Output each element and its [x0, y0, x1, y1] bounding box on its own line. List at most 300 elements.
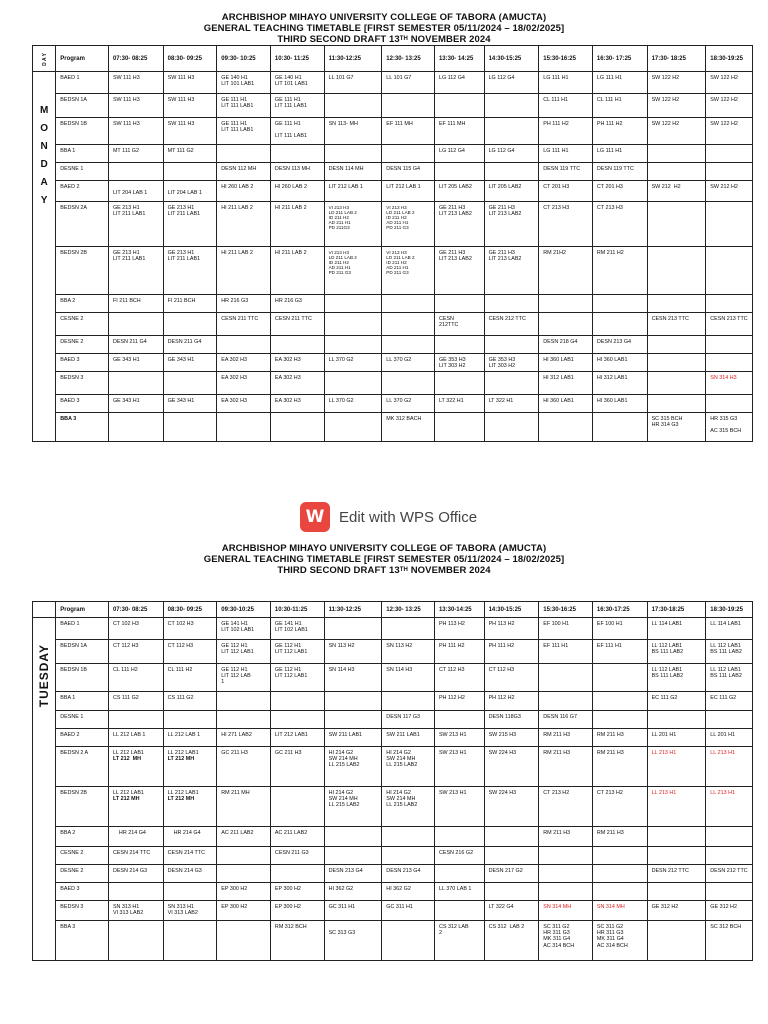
course-cell: SW 212 H2 [706, 181, 753, 202]
course-cell [163, 313, 217, 336]
time-slot-header: 09:30- 10:25 [217, 46, 271, 72]
course-cell: GE 111 H1 LIT 111 LAB1 [270, 118, 324, 145]
course-cell: LIT 212 LAB1 [270, 729, 324, 747]
course-cell: PH 113 H2 [484, 618, 539, 640]
course-cell [539, 847, 593, 865]
timetable-row [33, 163, 753, 181]
course-cell: CESN 212 TTC [484, 313, 539, 336]
course-cell: LG 111 H1 [539, 145, 593, 163]
program-cell: BAED 3 [56, 354, 109, 372]
course-cell: HI 214 G2 SW 214 MH LL 215 LAB2 [324, 787, 382, 827]
time-slot-header: 15:30-16:25 [539, 46, 593, 72]
course-cell [434, 865, 484, 883]
course-cell: LL 213 H1 [647, 787, 706, 827]
course-cell [592, 847, 647, 865]
course-cell [270, 336, 324, 354]
course-cell: HI 360 LAB1 [592, 395, 647, 413]
course-cell: EA 302 H3 [270, 372, 324, 395]
course-cell: LIT 205 LAB2 [434, 181, 484, 202]
timetable-row [33, 295, 753, 313]
course-cell: EC 111 G2 [647, 692, 706, 711]
course-cell: MT 111 G2 [163, 145, 217, 163]
day-column-header: D A Y [33, 46, 56, 72]
course-cell: GE 112 H1 LIT 112 LAB 1 [217, 664, 271, 692]
course-cell: GE 140 H1 LIT 101 LAB1 [217, 72, 271, 94]
tuesday-timetable [32, 601, 753, 961]
course-cell: EA 302 H3 [217, 354, 271, 372]
course-cell [217, 145, 271, 163]
time-slot-header: 09:30-10:25 [217, 602, 271, 618]
course-cell: SN 314 MH [592, 901, 647, 921]
course-cell: SW 111 H3 [108, 118, 163, 145]
course-cell: LG 112 G4 [484, 72, 539, 94]
course-cell: GE 141 H1 LIT 102 LAB1 [270, 618, 324, 640]
time-slot-header: 07:30- 08:25 [108, 602, 163, 618]
course-cell [706, 336, 753, 354]
course-cell: LL 112 LAB1 BS 111 LAB2 [647, 640, 706, 664]
course-cell: SC 315 BCH HR 314 G3 [647, 413, 706, 442]
course-cell: PH 111 H2 [539, 118, 593, 145]
time-slot-header: 10:30-11:25 [270, 602, 324, 618]
course-cell: CL 111 H1 [592, 94, 647, 118]
course-cell: DESN 213 G4 [324, 865, 382, 883]
draft-date: THIRD SECOND DRAFT 13TH NOVEMBER 2024 [277, 565, 491, 576]
course-cell: HR 216 G3 [217, 295, 271, 313]
program-cell: BAED 1 [56, 72, 109, 94]
course-cell: EA 302 H3 [217, 395, 271, 413]
course-cell: FI 211 BCH [163, 295, 217, 313]
course-cell: SW 215 H3 [484, 729, 539, 747]
course-cell: DESN 211 G4 [108, 336, 163, 354]
course-cell: SW 224 H3 [484, 747, 539, 787]
course-cell: GE 111 H1 LIT 111 LAB1 [217, 94, 271, 118]
course-cell [382, 692, 435, 711]
course-cell [434, 336, 484, 354]
course-cell: HI 211 LAB 2 [270, 202, 324, 247]
course-cell: PH 111 H2 [484, 640, 539, 664]
timetable-row [33, 372, 753, 395]
course-cell [484, 372, 539, 395]
course-cell: CT 213 H3 [592, 202, 647, 247]
course-cell: CT 213 H3 [539, 202, 593, 247]
course-cell [434, 827, 484, 847]
course-cell: LL 112 LAB1 BS 111 LAB2 [706, 664, 753, 692]
course-cell [539, 295, 593, 313]
course-cell: SW 213 H1 [434, 747, 484, 787]
course-cell [163, 372, 217, 395]
program-column-header: Program [56, 46, 109, 72]
course-cell: GE 112 H1 LIT 112 LAB1 [270, 640, 324, 664]
course-cell: CS 111 G2 [163, 692, 217, 711]
course-cell: LL 370 LAB 1 [434, 883, 484, 901]
draft-date: THIRD SECOND DRAFT 13TH NOVEMBER 2024 [277, 34, 491, 45]
timetable-row [33, 787, 753, 827]
program-cell: DESNE 2 [56, 865, 109, 883]
course-cell [484, 295, 539, 313]
program-cell: CESNE 2 [56, 313, 109, 336]
program-cell: DESNE 2 [56, 336, 109, 354]
course-cell: HR 216 G3 [270, 295, 324, 313]
course-cell: SW 122 H2 [706, 94, 753, 118]
timetable-row [33, 921, 753, 961]
course-cell [217, 865, 271, 883]
course-cell: DESN 214 G3 [163, 865, 217, 883]
timetable-row [33, 618, 753, 640]
course-cell [647, 847, 706, 865]
course-cell: LIT 205 LAB2 [484, 181, 539, 202]
course-cell: LIT 212 LAB 1 [324, 181, 382, 202]
course-cell [647, 883, 706, 901]
course-cell: EP 300 H2 [217, 901, 271, 921]
course-cell: DESN 218 G4 [539, 336, 593, 354]
course-cell: LL 201 H1 [706, 729, 753, 747]
course-cell: SW 213 H1 [434, 729, 484, 747]
course-cell: SN 313 H1 VI 313 LAB2 [163, 901, 217, 921]
course-cell: HR 214 G4 [163, 827, 217, 847]
course-cell: LIT 212 LAB 1 [382, 181, 435, 202]
course-cell: SN 113 H2 [382, 640, 435, 664]
course-cell: DESN 119 TTC [592, 163, 647, 181]
course-cell: EA 302 H3 [270, 354, 324, 372]
course-cell: DESN 213 G4 [592, 336, 647, 354]
course-cell: DESN 211 G4 [163, 336, 217, 354]
course-cell [592, 865, 647, 883]
course-cell: LL 212 LAB1 LT 212 MH [108, 787, 163, 827]
course-cell: CESN 214 TTC [163, 847, 217, 865]
course-cell [592, 413, 647, 442]
course-cell: GE 312 H2 [706, 901, 753, 921]
course-cell [324, 413, 382, 442]
course-cell [163, 711, 217, 729]
course-cell: LG 112 G4 [484, 145, 539, 163]
program-cell: BEDSN 1B [56, 118, 109, 145]
program-column-header: Program [56, 602, 109, 618]
course-cell [592, 883, 647, 901]
course-cell [539, 413, 593, 442]
course-cell: VI 213 H3 LD 211 LAB 2 ID 211 H2 AD 211 H1 PD 211 G3 [324, 247, 382, 295]
course-cell [706, 354, 753, 372]
course-cell [108, 711, 163, 729]
course-cell [706, 295, 753, 313]
course-cell [592, 664, 647, 692]
course-cell: RM 211 H3 [592, 747, 647, 787]
course-cell: CS 312 LAB 2 [434, 921, 484, 961]
program-cell: BAED 3 [56, 395, 109, 413]
course-cell: LL 101 G7 [324, 72, 382, 94]
program-cell: BEDSN 2A [56, 202, 109, 247]
course-cell [706, 395, 753, 413]
time-slot-header: 07:30- 08:25 [108, 46, 163, 72]
course-cell [706, 145, 753, 163]
course-cell: MK 312 BACH [382, 413, 435, 442]
course-cell: HI 362 G2 [324, 883, 382, 901]
course-cell: CT 112 H3 [434, 664, 484, 692]
time-slot-header: 12:30- 13:25 [382, 602, 435, 618]
course-cell: LG 111 H1 [592, 145, 647, 163]
timetable-row [33, 729, 753, 747]
course-cell: HI 312 LAB1 [592, 372, 647, 395]
timetable-title: GENERAL TEACHING TIMETABLE [FIRST SEMESTER 05/11/2024 – 18/02/2025] [203, 554, 565, 565]
time-slot-header: 12:30- 13:25 [382, 46, 435, 72]
course-cell: GE 112 H1 LIT 112 LAB1 [217, 640, 271, 664]
course-cell: LL 370 G2 [382, 354, 435, 372]
wps-watermark[interactable] [300, 500, 477, 534]
day-label [33, 618, 56, 961]
day-column-header [33, 602, 56, 618]
course-cell [434, 901, 484, 921]
course-cell: LL 101 G7 [382, 72, 435, 94]
timetable-header-tuesday [0, 543, 768, 576]
course-cell [324, 372, 382, 395]
timetable-row [33, 747, 753, 787]
timetable-row [33, 72, 753, 94]
timetable-title: GENERAL TEACHING TIMETABLE [FIRST SEMESTER 05/11/2024 – 18/02/2025] [203, 23, 565, 34]
course-cell: SW 212 H2 [647, 181, 706, 202]
time-slot-header: 17:30- 18:25 [647, 46, 706, 72]
course-cell [434, 711, 484, 729]
timetable-row [33, 181, 753, 202]
course-cell: SN 114 H3 [382, 664, 435, 692]
course-cell: GE 353 H3 LIT 303 H2 [484, 354, 539, 372]
course-cell: LL 370 G2 [382, 395, 435, 413]
course-cell: HR 315 G3 AC 315 BCH [706, 413, 753, 442]
course-cell [382, 94, 435, 118]
program-cell: BEDSN 2B [56, 247, 109, 295]
course-cell: GE 213 H1 LIT 211 LAB1 [163, 202, 217, 247]
course-cell: LG 112 G4 [434, 72, 484, 94]
course-cell: LL 112 LAB1 BS 111 LAB2 [647, 664, 706, 692]
program-cell: BEDSN 1B [56, 664, 109, 692]
timetable-row [33, 313, 753, 336]
course-cell [324, 295, 382, 313]
course-cell: RM 211 H3 [539, 827, 593, 847]
course-cell [647, 336, 706, 354]
course-cell: HI 214 G2 SW 214 MH LL 215 LAB2 [382, 747, 435, 787]
course-cell: EF 100 H1 [592, 618, 647, 640]
course-cell: LG 111 H1 [539, 72, 593, 94]
course-cell [108, 313, 163, 336]
course-cell: SW 122 H2 [647, 94, 706, 118]
course-cell: LIT 204 LAB 1 [108, 181, 163, 202]
program-cell: CESNE 2 [56, 847, 109, 865]
course-cell [539, 692, 593, 711]
course-cell: RM 211 H3 [592, 729, 647, 747]
course-cell: DESN 112 MH [217, 163, 271, 181]
course-cell: GE 140 H1 LIT 101 LAB1 [270, 72, 324, 94]
course-cell [382, 295, 435, 313]
course-cell [382, 145, 435, 163]
course-cell: VI 213 H3 LD 211 LAB 2 ID 211 H2 AD 211 H1 PD 211 G3 [382, 202, 435, 247]
course-cell [270, 711, 324, 729]
course-cell: LL 370 G2 [324, 395, 382, 413]
course-cell [108, 883, 163, 901]
course-cell: HI 211 LAB 2 [217, 202, 271, 247]
course-cell [108, 163, 163, 181]
course-cell [324, 618, 382, 640]
course-cell: LL 114 LAB1 [647, 618, 706, 640]
course-cell: LL 114 LAB1 [706, 618, 753, 640]
course-cell: HR 214 G4 [108, 827, 163, 847]
program-cell: BBA 1 [56, 145, 109, 163]
course-cell: GE 343 H1 [163, 354, 217, 372]
course-cell [434, 413, 484, 442]
course-cell [270, 145, 324, 163]
course-cell: LL 212 LAB1 LT 212 MH [108, 747, 163, 787]
course-cell [647, 354, 706, 372]
time-slot-header: 16:30-17:25 [592, 602, 647, 618]
course-cell: LL 213 H1 [706, 747, 753, 787]
course-cell [647, 145, 706, 163]
course-cell: DESN 114 MH [324, 163, 382, 181]
course-cell: GE 343 H1 [163, 395, 217, 413]
course-cell: CT 213 H2 [592, 787, 647, 827]
timetable-row [33, 247, 753, 295]
program-cell: BAED 2 [56, 181, 109, 202]
course-cell: RM 21H2 [539, 247, 593, 295]
course-cell [484, 118, 539, 145]
course-cell: CT 201 H3 [539, 181, 593, 202]
course-cell: RM 211 H2 [592, 247, 647, 295]
course-cell: HI 271 LAB2 [217, 729, 271, 747]
course-cell [539, 664, 593, 692]
course-cell: GE 353 H3 LIT 303 H2 [434, 354, 484, 372]
course-cell: SW 111 H3 [163, 94, 217, 118]
course-cell [163, 163, 217, 181]
program-cell: BBA 1 [56, 692, 109, 711]
course-cell [324, 827, 382, 847]
course-cell: EF 111 MH [434, 118, 484, 145]
course-cell: SW 122 H2 [706, 118, 753, 145]
course-cell: GE 213 H1 LIT 211 LAB1 [108, 247, 163, 295]
program-cell: BEDSN 3 [56, 901, 109, 921]
course-cell: LL 213 H1 [647, 747, 706, 787]
program-cell: BAED 2 [56, 729, 109, 747]
day-label-text: M O N D A Y [39, 105, 49, 206]
timetable-row [33, 336, 753, 354]
course-cell: EP 300 H2 [270, 883, 324, 901]
course-cell [382, 313, 435, 336]
course-cell [706, 202, 753, 247]
wps-watermark-label: Edit with WPS Office [339, 508, 478, 526]
timetable-row [33, 847, 753, 865]
course-cell: LG 112 G4 [434, 145, 484, 163]
time-slot-header: 13:30- 14:25 [434, 46, 484, 72]
course-cell: RM 211 H3 [539, 747, 593, 787]
course-cell [706, 163, 753, 181]
course-cell [324, 145, 382, 163]
course-cell: RM 211 H3 [592, 827, 647, 847]
course-cell [647, 921, 706, 961]
timetable-row [33, 883, 753, 901]
program-cell: DESNE 1 [56, 163, 109, 181]
course-cell [647, 202, 706, 247]
course-cell: GE 141 H1 LIT 102 LAB1 [217, 618, 271, 640]
course-cell: SC 313 G3 [324, 921, 382, 961]
course-cell: LL 212 LAB 1 [163, 729, 217, 747]
course-cell [592, 711, 647, 729]
course-cell [108, 921, 163, 961]
course-cell [706, 827, 753, 847]
course-cell [484, 163, 539, 181]
course-cell: SW 213 H1 [434, 787, 484, 827]
course-cell: SW 211 LAB1 [382, 729, 435, 747]
course-cell: SW 111 H3 [163, 72, 217, 94]
course-cell: MT 111 G2 [108, 145, 163, 163]
course-cell: LL 212 LAB 1 [108, 729, 163, 747]
course-cell: LL 212 LAB1 LT 212 MH [163, 747, 217, 787]
course-cell: LL 213 H1 [706, 787, 753, 827]
course-cell: GE 111 H1 LIT 111 LAB1 [270, 94, 324, 118]
course-cell: HI 260 LAB 2 [270, 181, 324, 202]
course-cell: SC 311 G2 HR 311 G3 MK 311 G4 AC 314 BCH [592, 921, 647, 961]
course-cell: LL 370 G2 [324, 354, 382, 372]
course-cell [706, 247, 753, 295]
course-cell [706, 847, 753, 865]
course-cell: RM 312 BCH [270, 921, 324, 961]
course-cell: CT 201 H3 [592, 181, 647, 202]
course-cell: SN 313 H1 VI 313 LAB2 [108, 901, 163, 921]
program-cell: BBA 3 [56, 413, 109, 442]
course-cell [382, 618, 435, 640]
time-slot-header: 14:30-15:25 [484, 46, 539, 72]
time-slot-header: 13:30-14:25 [434, 602, 484, 618]
time-slot-header: 15:30-16:25 [539, 602, 593, 618]
course-cell: GE 211 H3 LIT 213 LAB2 [434, 202, 484, 247]
wps-logo-icon: W [300, 502, 330, 532]
course-cell: SW 211 LAB1 [324, 729, 382, 747]
timetable-row [33, 640, 753, 664]
program-cell: BBA 2 [56, 827, 109, 847]
course-cell [324, 313, 382, 336]
time-slot-header: 18:30-19:25 [706, 602, 753, 618]
course-cell [434, 94, 484, 118]
course-cell: GE 211 H3 LIT 213 LAB2 [434, 247, 484, 295]
timetable-row [33, 145, 753, 163]
course-cell: SW 111 H3 [108, 94, 163, 118]
course-cell [217, 336, 271, 354]
course-cell: VI 213 H3 LD 211 LAB 2 ID 211 H2 AD 211 H1 PD 211G3 [324, 202, 382, 247]
course-cell [324, 336, 382, 354]
course-cell [539, 313, 593, 336]
day-label [33, 72, 56, 442]
course-cell: CESN 211 G3 [270, 847, 324, 865]
course-cell: CESN 216 G2 [434, 847, 484, 865]
course-cell: EA 302 H3 [270, 395, 324, 413]
course-cell [270, 413, 324, 442]
course-cell: HI 312 LAB1 [539, 372, 593, 395]
course-cell: CESN 211 TTC [217, 313, 271, 336]
course-cell: GC 311 H1 [382, 901, 435, 921]
time-slot-header: 08:30- 09:25 [163, 46, 217, 72]
course-cell: CESN 213 TTC [647, 313, 706, 336]
course-cell: CL 111 H2 [163, 664, 217, 692]
course-cell: AC 211 LAB2 [270, 827, 324, 847]
course-cell: SC 312 BCH [706, 921, 753, 961]
timetable-row [33, 395, 753, 413]
course-cell: SW 111 H3 [163, 118, 217, 145]
time-slot-header: 14:30-15:25 [484, 602, 539, 618]
course-cell [592, 295, 647, 313]
program-cell: BBA 3 [56, 921, 109, 961]
day-label-text: TUESDAY [37, 644, 52, 708]
course-cell: DESN 115 G4 [382, 163, 435, 181]
time-slot-header: 18:30-19:25 [706, 46, 753, 72]
course-cell [484, 336, 539, 354]
course-cell [647, 295, 706, 313]
course-cell: GE 312 H2 [647, 901, 706, 921]
course-cell: GE 112 H1 LIT 112 LAB1 [270, 664, 324, 692]
course-cell [647, 827, 706, 847]
